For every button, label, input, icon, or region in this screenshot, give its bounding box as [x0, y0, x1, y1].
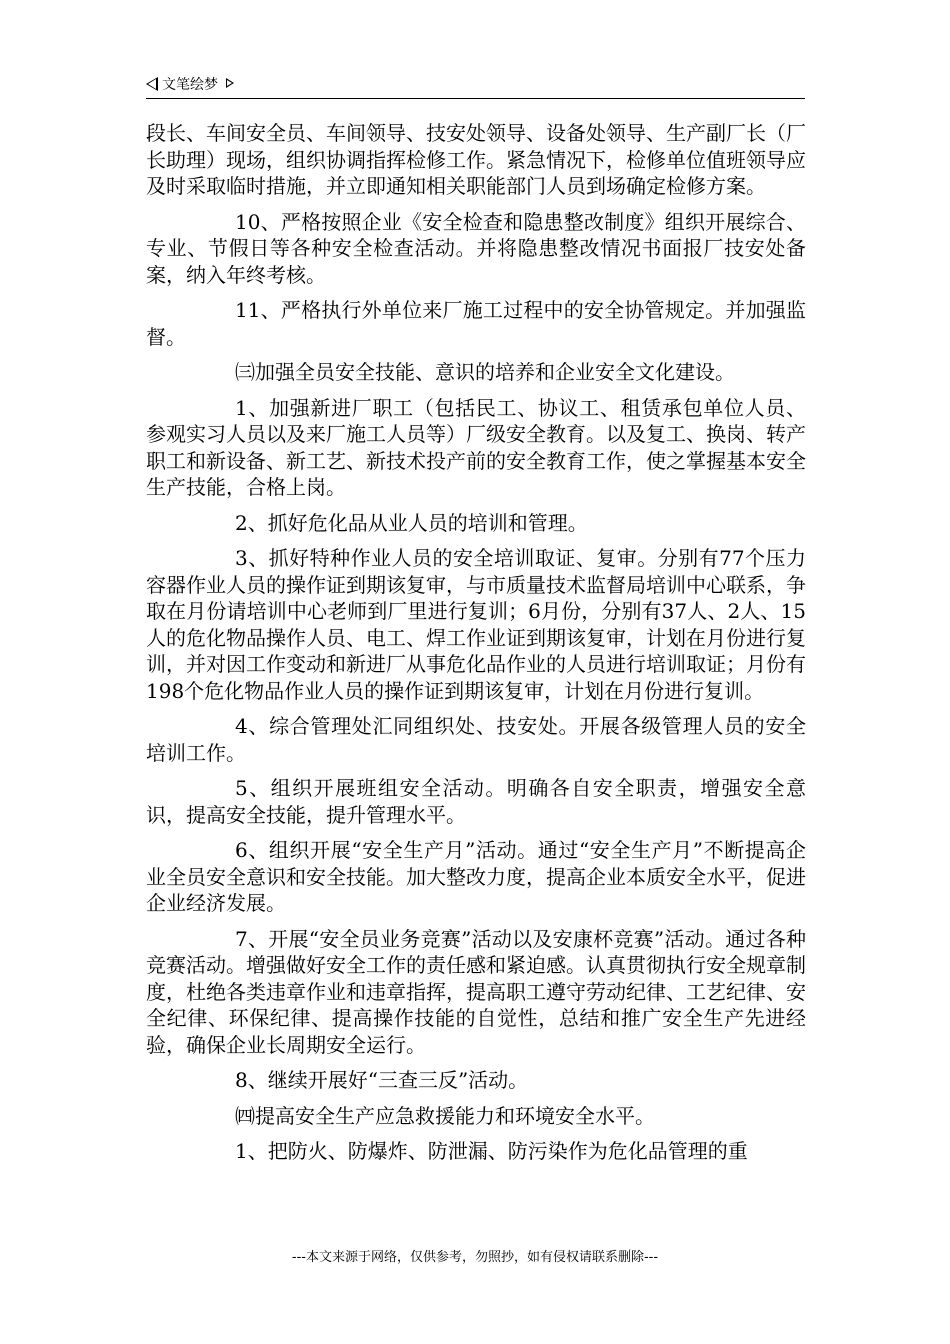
- paragraph-item-11: 11、严格执行外单位来厂施工过程中的安全协管规定。并加强监督。: [146, 298, 806, 349]
- header-brand-text: 文笔绘梦: [162, 77, 218, 93]
- paragraph-item-4: 4、综合管理处汇同组织处、技安处。开展各级管理人员的安全培训工作。: [146, 714, 806, 765]
- paragraph-item-5: 5、组织开展班组安全活动。明确各自安全职责，增强安全意识，提高安全技能，提升管理水平。: [146, 776, 806, 827]
- section-heading-3: ㈢加强全员安全技能、意识的培养和企业安全文化建设。: [235, 360, 735, 384]
- footer-notice: ---本文来源于网络，仅供参考，勿照抄，如有侵权请联系删除---: [291, 1250, 659, 1265]
- document-body: [146, 120, 806, 1174]
- paragraph-continuation: 段长、车间安全员、车间领导、技安处领导、设备处领导、生产副厂长（厂长助理）现场，组织协调指挥检修工作。紧急情况下，检修单位值班领导应及时采取临时措施，并立即通知相关职能部门人员到场确定检修方案。: [146, 121, 806, 198]
- triangle-left-outline-icon: [146, 77, 158, 91]
- paragraph-item-6: 6、组织开展“安全生产月”活动。通过“安全生产月”不断提高企业全员安全意识和安全技能。加大整改力度，提高企业本质安全水平，促进企业经济发展。: [146, 838, 806, 915]
- triangle-right-outline-icon: [226, 78, 234, 88]
- header-brand: [146, 74, 234, 94]
- paragraph-item-8: 8、继续开展好“三查三反”活动。: [235, 1068, 529, 1092]
- page-header: [146, 72, 805, 99]
- paragraph-item-2: 2、抓好危化品从业人员的培训和管理。: [235, 510, 588, 535]
- paragraph-item-1: 1、加强新进厂职工（包括民工、协议工、租赁承包单位人员、参观实习人员以及来厂施工人员等）厂级安全教育。以及复工、换岗、转产职工和新设备、新工艺、新技术投产前的安全教育工作，使之掌握基本安全生产技能，合格上岗。: [146, 395, 806, 499]
- paragraph-item-1-b: 1、把防火、防爆炸、防泄漏、防污染作为危化品管理的重: [235, 1139, 748, 1163]
- paragraph-item-10: 10、严格按照企业《安全检查和隐患整改制度》组织开展综合、专业、节假日等各种安全检查活动。并将隐患整改情况书面报厂技安处备案，纳入年终考核。: [146, 209, 806, 287]
- paragraph-item-3: 3、抓好特种作业人员的安全培训取证、复审。分别有77个压力容器作业人员的操作证到期该复审，与市质量技术监督局培训中心联系，争取在月份请培训中心老师到厂里进行复训；6月份，分别有37人、2人、15人的危化物品操作人员、电工、焊工作业证到期该复审，计划在月份进行复训，并对因工作变动和新进厂从事危化品作业的人员进行培训取证；月份有198个危化物品作业人员的操作证到期该复审，计划在月份进行复训。: [146, 546, 806, 703]
- paragraph-item-7: 7、开展“安全员业务竞赛”活动以及安康杯竞赛”活动。通过各种竞赛活动。增强做好安全工作的责任感和紧迫感。认真贯彻执行安全规章制度，杜绝各类违章作业和违章指挥，提高职工遵守劳动纪律、工艺纪律、安全纪律、环保纪律、提高操作技能的自觉性，总结和推广安全生产先进经验，确保企业长周期安全运行。: [146, 926, 806, 1057]
- section-heading-4: ㈣提高安全生产应急救援能力和环境安全水平。: [235, 1103, 655, 1128]
